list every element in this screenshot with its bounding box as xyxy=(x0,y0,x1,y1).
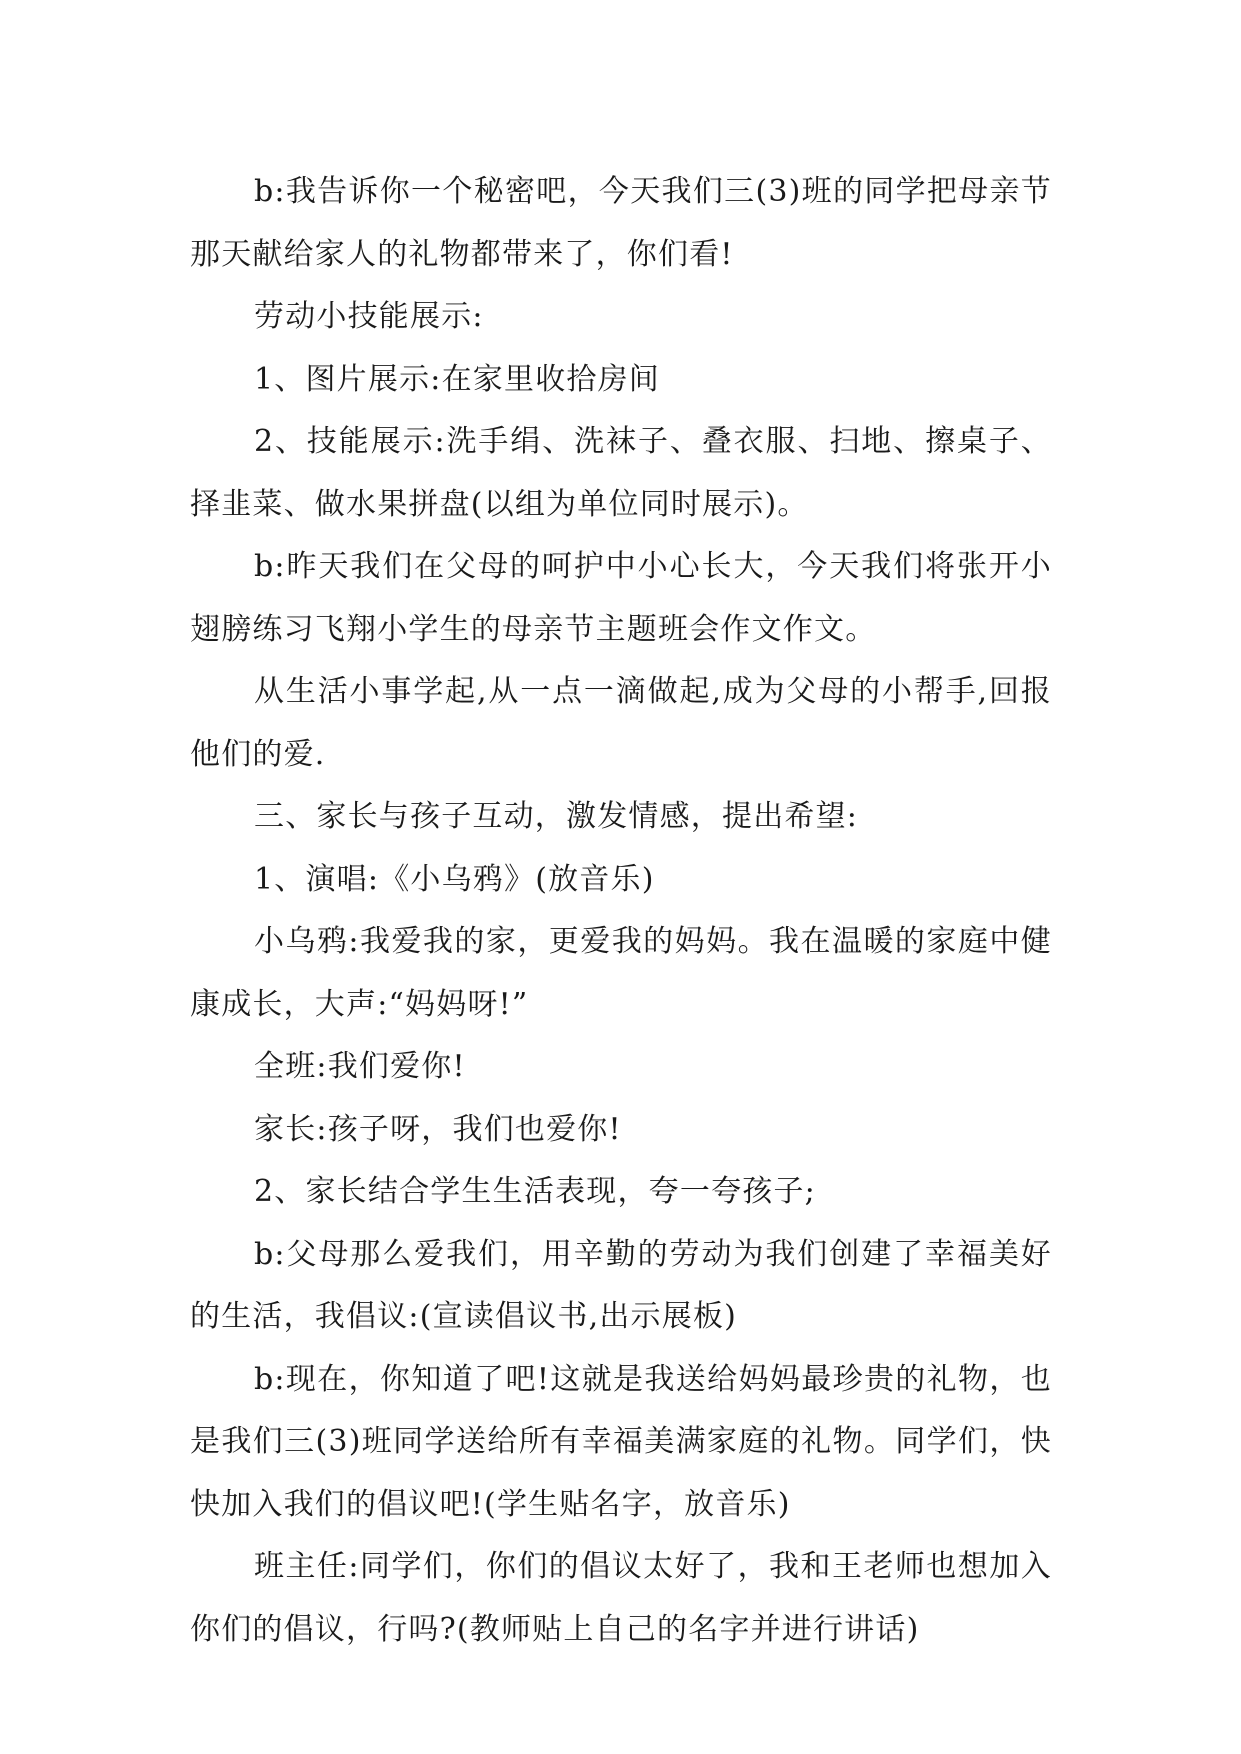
paragraph: 2、家长结合学生生活表现，夸一夸孩子; xyxy=(254,1174,816,1209)
paragraph: 班主任:同学们，你们的倡议太好了，我和王老师也想加入你们的倡议，行吗?(教师贴上自己的名字并进行讲话) xyxy=(190,1549,1052,1647)
paragraph: 小乌鸦:我爱我的家，更爱我的妈妈。我在温暖的家庭中健康成长，大声:“妈妈呀!” xyxy=(190,924,1052,1022)
paragraph: 从生活小事学起,从一点一滴做起,成为父母的小帮手,回报他们的爱. xyxy=(190,674,1052,772)
paragraph: b:现在，你知道了吧!这就是我送给妈妈最珍贵的礼物，也是我们三(3)班同学送给所有幸福美满家庭的礼物。同学们，快快加入我们的倡议吧!(学生贴名字，放音乐) xyxy=(190,1361,1052,1522)
paragraph: b:父母那么爱我们，用辛勤的劳动为我们创建了幸福美好的生活，我倡议:(宣读倡议书,出示展板) xyxy=(190,1236,1052,1334)
section-heading: 三、家长与孩子互动，激发情感，提出希望: xyxy=(254,799,859,834)
paragraph: 1、演唱:《小乌鸦》(放音乐) xyxy=(254,861,655,897)
paragraph: 1、图片展示:在家里收拾房间 xyxy=(254,361,660,397)
document-body xyxy=(190,161,1052,1661)
paragraph: 劳动小技能展示: xyxy=(254,299,484,334)
paragraph: 全班:我们爱你! xyxy=(254,1049,466,1084)
paragraph: b:昨天我们在父母的呵护中小心长大，今天我们将张开小翅膀练习飞翔小学生的母亲节主题班会作文作文。 xyxy=(190,549,1052,647)
paragraph: 家长:孩子呀，我们也爱你! xyxy=(254,1111,622,1147)
paragraph: 2、技能展示:洗手绢、洗袜子、叠衣服、扫地、擦桌子、择韭菜、做水果拼盘(以组为单位同时展示)。 xyxy=(190,424,1052,522)
paragraph: b:我告诉你一个秘密吧，今天我们三(3)班的同学把母亲节那天献给家人的礼物都带来了，你们看! xyxy=(190,174,1052,272)
